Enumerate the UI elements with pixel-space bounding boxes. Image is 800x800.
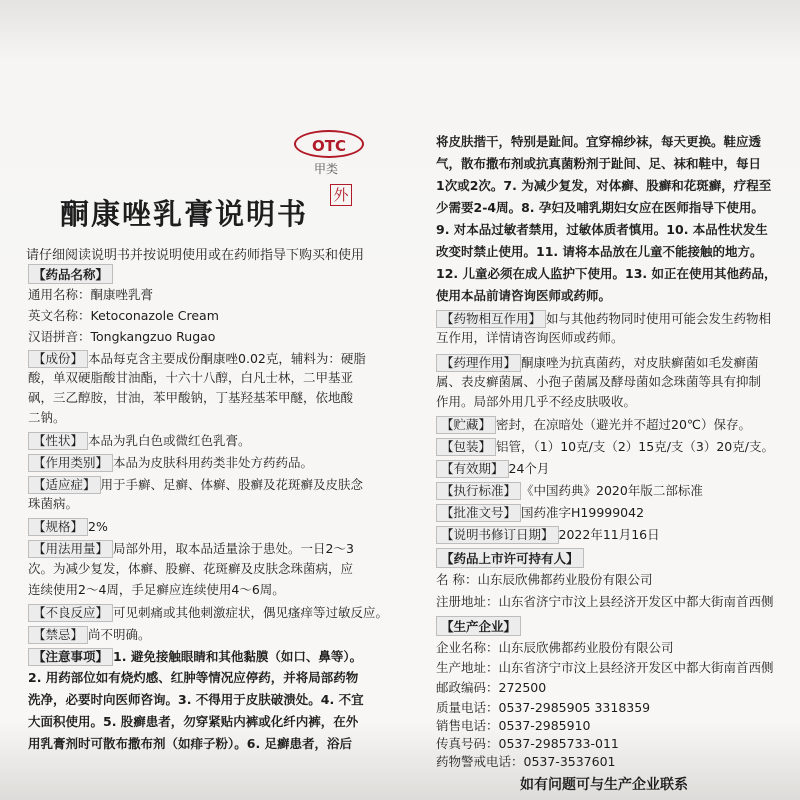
usage-text: 局部外用，取本品适量涂于患处。一日2～3 xyxy=(113,541,354,556)
page-title: 酮康唑乳膏说明书 xyxy=(60,197,309,231)
adverse-text: 可见刺痛或其他刺激症状，偶见瘙痒等过敏反应。 xyxy=(113,605,389,620)
maker-address: 生产地址：山东省济宁市汶上县经济开发区中都大街南首西侧 xyxy=(436,660,774,675)
usage-line-3: 连续使用2～4周，手足癣应连续使用4～6周。 xyxy=(28,582,285,597)
quality-phone: 质量电话：0537-2985905 3318359 xyxy=(436,700,651,715)
standard-text: 《中国药典》2020年版二部标准 xyxy=(521,483,703,498)
notes-line-5: 用乳膏剂时可散布撒布剂（如痱子粉）。6. 足癣患者，浴后 xyxy=(28,736,353,751)
validity-heading: 【有效期】 xyxy=(436,460,509,478)
approval-text: 国药准字H19999042 xyxy=(521,505,645,520)
notes-cont-8: 使用本品前请咨询医师或药师。 xyxy=(436,288,612,303)
holder-address: 注册地址：山东省济宁市汶上县经济开发区中都大街南首西侧 xyxy=(436,594,774,609)
category-text: 本品为皮肤科用药类非处方药药品。 xyxy=(113,455,314,470)
interaction-heading: 【药物相互作用】 xyxy=(436,310,546,328)
adverse-heading: 【不良反应】 xyxy=(28,604,113,622)
section-notes xyxy=(28,648,362,666)
contact-note: 如有问题可与生产企业联系 xyxy=(520,777,688,793)
section-standard xyxy=(436,482,703,500)
section-category xyxy=(28,454,313,472)
spec-heading: 【规格】 xyxy=(28,518,88,536)
pharm-heading: 【药理作用】 xyxy=(436,354,521,372)
fax-number: 传真号码：0537-2985733-011 xyxy=(436,736,619,751)
section-composition xyxy=(28,350,366,368)
notes-cont-5: 9. 对本品过敏者禁用，过敏体质者慎用。10. 本品性状发生 xyxy=(436,222,768,237)
external-use-mark: 外 xyxy=(330,184,352,206)
section-validity xyxy=(436,460,549,478)
indication-text: 用于手癣、足癣、体癣、股癣及花斑癣及皮肤念 xyxy=(100,477,364,492)
section-indication xyxy=(28,476,363,494)
storage-text: 密封，在凉暗处（避光并不超过20℃）保存。 xyxy=(496,417,751,432)
maker-name: 企业名称：山东辰欣佛都药业股份有限公司 xyxy=(436,640,674,655)
notes-heading: 【注意事项】 xyxy=(28,648,113,666)
composition-line-4: 二钠。 xyxy=(28,410,66,425)
section-adverse xyxy=(28,604,388,622)
category-heading: 【作用类别】 xyxy=(28,454,113,472)
property-heading: 【性状】 xyxy=(28,432,88,450)
standard-heading: 【执行标准】 xyxy=(436,482,521,500)
notes-text: 1. 避免接触眼睛和其他黏膜（如口、鼻等）。 xyxy=(113,649,363,664)
spec-text: 2% xyxy=(88,519,108,534)
section-approval xyxy=(436,504,644,522)
pinyin-name: 汉语拼音：Tongkangzuo Rugao xyxy=(28,329,216,344)
section-holder: 【药品上市许可持有人】 xyxy=(436,548,584,568)
usage-heading: 【用法用量】 xyxy=(28,540,113,558)
notes-cont-2: 气，散布撒布剂或抗真菌粉剂于趾间、足、袜和鞋中，每日 xyxy=(436,156,762,171)
otc-class-label: 甲类 xyxy=(314,162,339,176)
page-subtitle: 请仔细阅读说明书并按说明使用或在药师指导下购买和使用 xyxy=(26,248,365,263)
contra-text: 尚不明确。 xyxy=(88,627,151,642)
section-property xyxy=(28,432,251,450)
composition-heading: 【成份】 xyxy=(28,350,88,368)
composition-text: 本品每克含主要成份酮康唑0.02克，辅料为：硬脂 xyxy=(88,351,366,366)
approval-heading: 【批准文号】 xyxy=(436,504,521,522)
composition-line-2: 酸，单双硬脂酸甘油酯，十六十八醇，白凡士林，二甲基亚 xyxy=(28,370,354,385)
interaction-line-2: 互作用，详情请咨询医师或药师。 xyxy=(436,330,624,345)
section-interaction xyxy=(436,310,771,328)
notes-cont-1: 将皮肤揩干，特别是趾间。宜穿棉纱袜，每天更换。鞋应透 xyxy=(436,134,762,149)
generic-name: 通用名称：酮康唑乳膏 xyxy=(28,287,154,302)
alert-phone: 药物警戒电话：0537-3537601 xyxy=(436,754,616,769)
notes-line-2: 2. 用药部位如有烧灼感、红肿等情况应停药，并将局部药物 xyxy=(28,670,359,685)
postcode: 邮政编码：272500 xyxy=(436,680,547,695)
property-text: 本品为乳白色或微红色乳膏。 xyxy=(88,433,251,448)
section-contraindication xyxy=(28,626,151,644)
english-name: 英文名称：Ketoconazole Cream xyxy=(28,308,219,323)
section-usage xyxy=(28,540,354,558)
contra-heading: 【禁忌】 xyxy=(28,626,88,644)
pharm-line-3: 作用。局部外用几乎不经皮肤吸收。 xyxy=(436,394,637,409)
section-pharmacology xyxy=(436,354,759,372)
notes-line-3: 洗净，必要时向医师咨询。3. 不得用于皮肤破溃处。4. 不宜 xyxy=(28,692,364,707)
revision-heading: 【说明书修订日期】 xyxy=(436,526,559,544)
section-maker: 【生产企业】 xyxy=(436,616,521,636)
usage-line-2: 次。为减少复发，体癣、股癣、花斑癣及皮肤念珠菌病，应 xyxy=(28,561,354,576)
indication-heading: 【适应症】 xyxy=(28,476,101,494)
section-package xyxy=(436,438,774,456)
notes-cont-3: 1次或2次。7. 为减少复发，对体癣、股癣和花斑癣，疗程至 xyxy=(436,178,772,193)
otc-badge: OTC xyxy=(294,130,364,158)
section-storage xyxy=(436,416,751,434)
notes-cont-7: 12. 儿童必须在成人监护下使用。13. 如正在使用其他药品， xyxy=(436,266,777,281)
section-spec xyxy=(28,518,108,536)
pharm-text: 酮康唑为抗真菌药，对皮肤癣菌如毛发癣菌 xyxy=(521,355,759,370)
notes-cont-6: 改变时禁止使用。11. 请将本品放在儿童不能接触的地方。 xyxy=(436,244,763,259)
package-text: 铝管，（1）10克/支（2）15克/支（3）20克/支。 xyxy=(496,439,774,454)
revision-text: 2022年11月16日 xyxy=(558,527,660,542)
sales-phone: 销售电话：0537-2985910 xyxy=(436,718,591,733)
holder-name: 名 称：山东辰欣佛都药业股份有限公司 xyxy=(436,572,653,587)
pharm-line-2: 属、表皮癣菌属、小孢子菌属及酵母菌如念珠菌等具有抑制 xyxy=(436,374,762,389)
interaction-text: 如与其他药物同时使用可能会发生药物相 xyxy=(546,311,772,326)
notes-cont-4: 少需要2-4周。8. 孕妇及哺乳期妇女应在医师指导下使用。 xyxy=(436,200,764,215)
package-heading: 【包装】 xyxy=(436,438,496,456)
indication-line-2: 珠菌病。 xyxy=(28,496,79,511)
validity-text: 24个月 xyxy=(508,461,550,476)
storage-heading: 【贮藏】 xyxy=(436,416,496,434)
section-drug-name: 【药品名称】 xyxy=(28,264,113,284)
notes-line-4: 大面积使用。5. 股癣患者，勿穿紧贴内裤或化纤内裤，在外 xyxy=(28,714,359,729)
section-revision xyxy=(436,526,660,544)
composition-line-3: 砜，三乙醇胺，甘油，苯甲酸钠，丁基羟基苯甲醚，依地酸 xyxy=(28,390,354,405)
